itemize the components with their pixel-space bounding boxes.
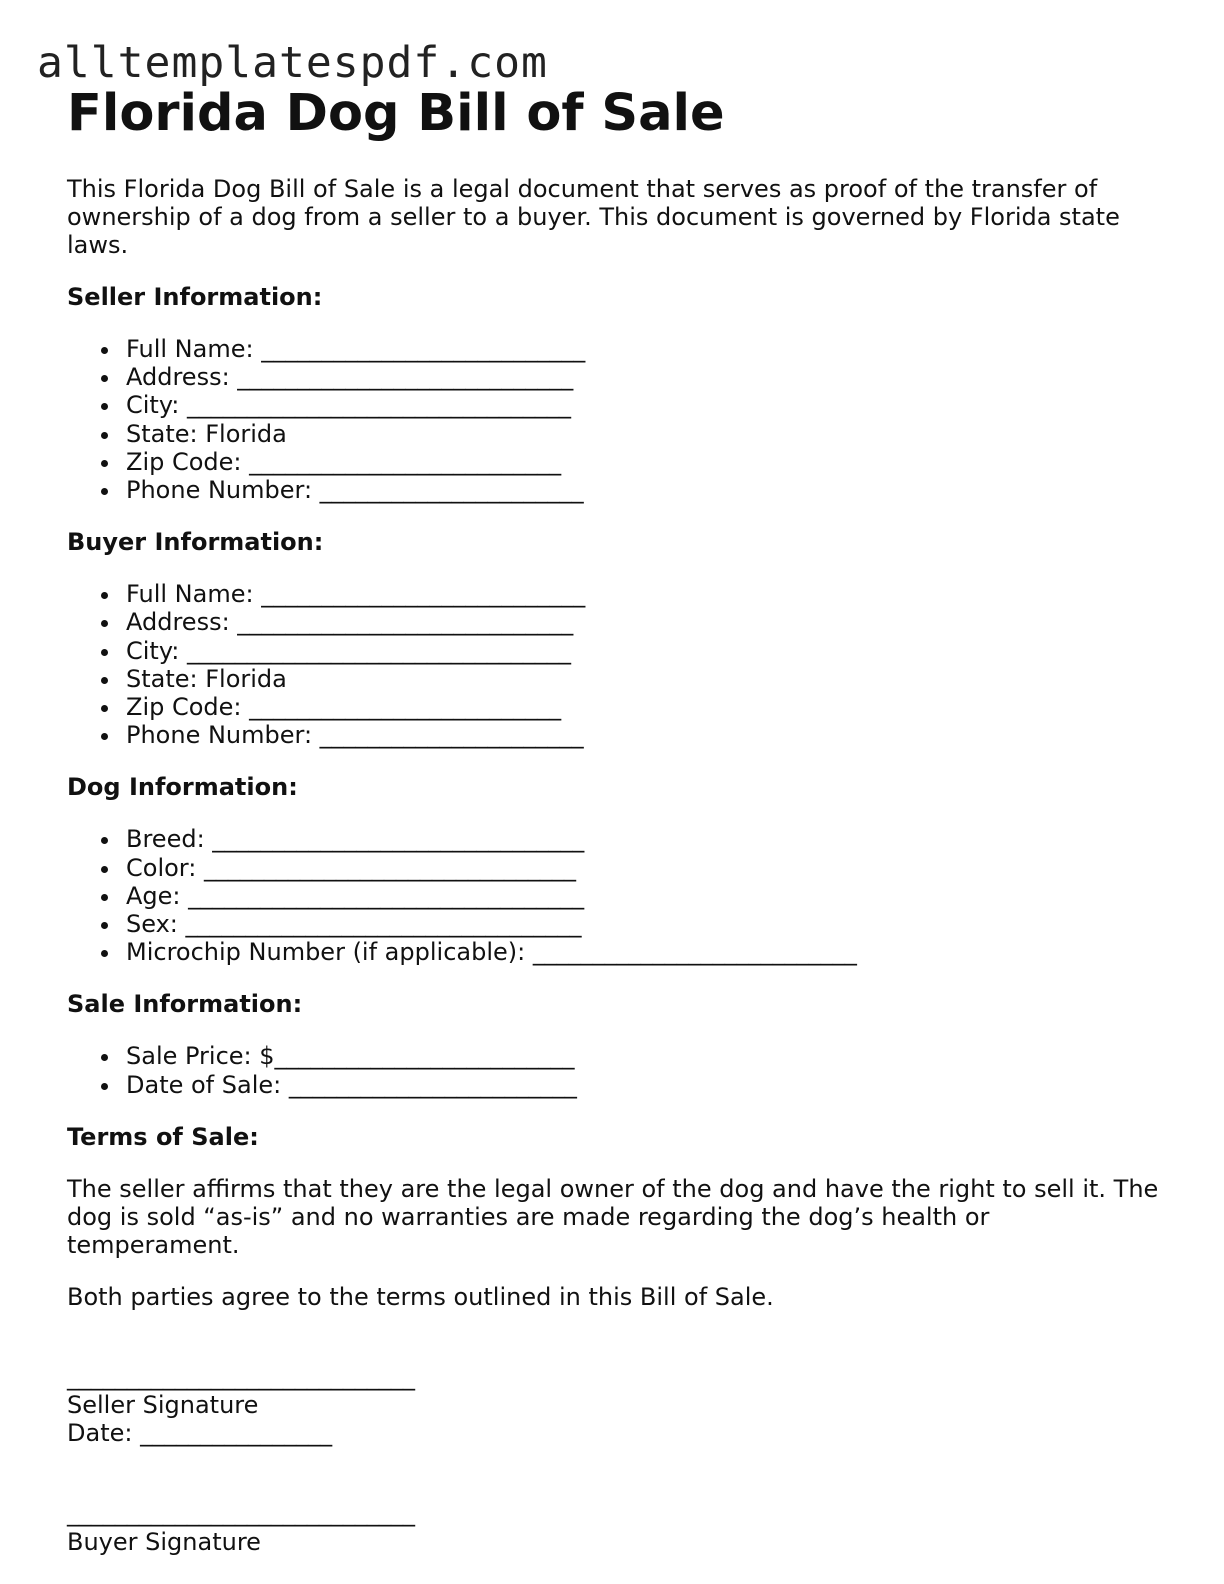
seller-phone-field[interactable]: Phone Number: ______________________ — [126, 476, 1167, 504]
seller-city-field[interactable]: City: ________________________________ — [126, 391, 1167, 419]
intro-paragraph: This Florida Dog Bill of Sale is a legal document that serves as proof of the transfer of ownership of a dog from a seller to a buyer. This document is governed by Florida state laws. — [67, 175, 1120, 259]
dog-age-field[interactable]: Age: _________________________________ — [126, 882, 1167, 910]
seller-full-name-field[interactable]: Full Name: ___________________________ — [126, 335, 1167, 363]
agreement-paragraph: Both parties agree to the terms outlined in this Bill of Sale. — [67, 1282, 774, 1311]
seller-signature-block — [67, 1335, 1167, 1448]
dog-breed-field[interactable]: Breed: _______________________________ — [126, 825, 1167, 853]
buyer-signature-label: Buyer Signature — [67, 1527, 261, 1556]
sale-list — [67, 1042, 1167, 1098]
buyer-signature-block — [67, 1471, 1167, 1555]
dog-sex-field[interactable]: Sex: _________________________________ — [126, 910, 1167, 938]
seller-state-field: State: Florida — [126, 420, 1167, 448]
sale-price-field[interactable]: Sale Price: $_________________________ — [126, 1042, 1167, 1070]
seller-zip-field[interactable]: Zip Code: __________________________ — [126, 448, 1167, 476]
buyer-full-name-field[interactable]: Full Name: ___________________________ — [126, 580, 1167, 608]
seller-list — [67, 335, 1167, 504]
seller-signature-label: Seller Signature — [67, 1391, 259, 1420]
buyer-list — [67, 580, 1167, 749]
sale-heading: Sale Information: — [67, 990, 303, 1019]
document — [67, 84, 1167, 1556]
buyer-state-field: State: Florida — [126, 665, 1167, 693]
dog-heading: Dog Information: — [67, 773, 298, 802]
seller-heading: Seller Information: — [67, 283, 323, 311]
seller-signature-line[interactable]: _____________________________ — [67, 1362, 415, 1391]
buyer-zip-field[interactable]: Zip Code: __________________________ — [126, 693, 1167, 721]
buyer-address-field[interactable]: Address: ____________________________ — [126, 608, 1167, 636]
buyer-signature-line[interactable]: _____________________________ — [67, 1499, 415, 1528]
terms-heading: Terms of Sale: — [67, 1122, 259, 1151]
dog-microchip-field[interactable]: Microchip Number (if applicable): ___________________________ — [126, 938, 1167, 966]
seller-address-field[interactable]: Address: ____________________________ — [126, 363, 1167, 391]
sale-date-field[interactable]: Date of Sale: ________________________ — [126, 1071, 1167, 1099]
terms-paragraph: The seller affirms that they are the legal owner of the dog and have the right to sell it. The dog is sold “as-is” and no warranties are made regarding the dog’s health or temperament. — [67, 1174, 1159, 1259]
buyer-heading: Buyer Information: — [67, 528, 324, 557]
dog-color-field[interactable]: Color: _______________________________ — [126, 854, 1167, 882]
dog-list — [67, 825, 1167, 966]
buyer-phone-field[interactable]: Phone Number: ______________________ — [126, 721, 1167, 749]
buyer-city-field[interactable]: City: ________________________________ — [126, 637, 1167, 665]
seller-date-field[interactable]: Date: ________________ — [67, 1419, 333, 1448]
watermark: alltemplatespdf.com — [37, 38, 548, 88]
page-title: Florida Dog Bill of Sale — [67, 84, 725, 143]
